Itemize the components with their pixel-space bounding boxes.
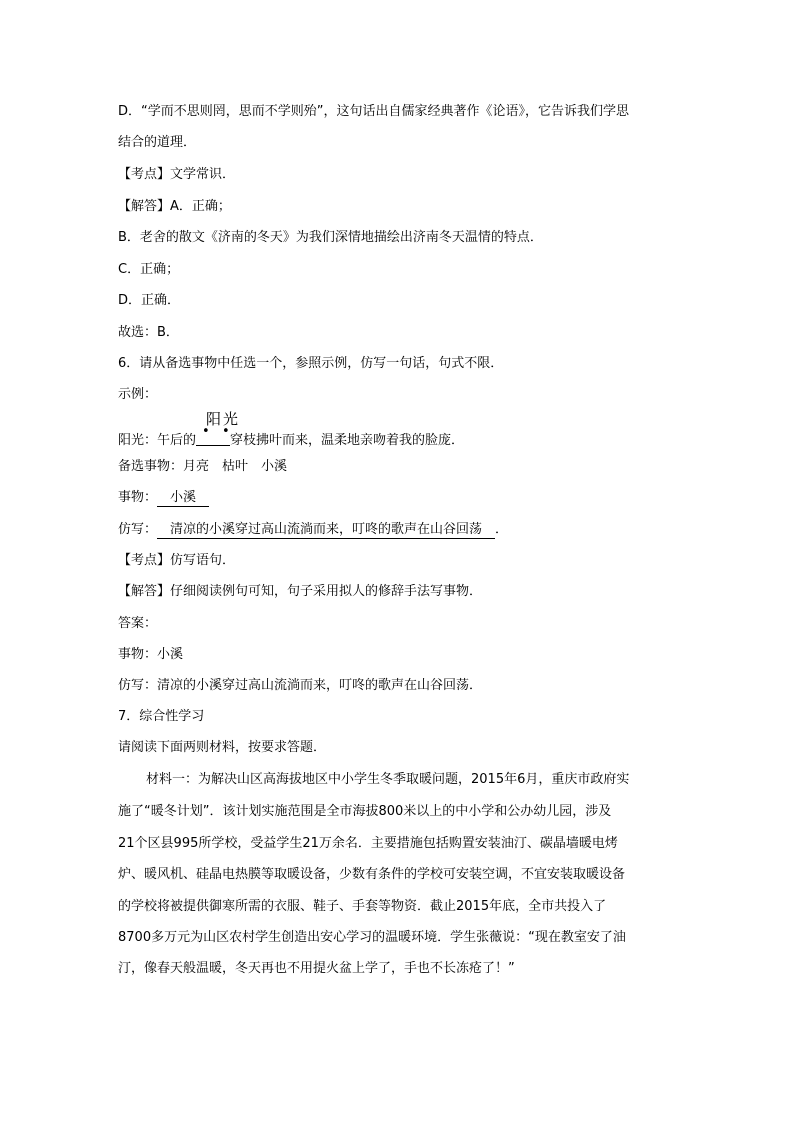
jieda-line-d: D．正确． [118,293,181,308]
material-1-line-4: 炉、暖风机、硅晶电热膜等取暖设备，少数有条件的学校可安装空调，不宜安装取暖设备 [118,867,626,882]
question-7-instruction: 请阅读下面两则材料，按要求答题． [118,740,327,755]
question-7-title: 7．综合性学习 [118,709,205,724]
question-6-title: 6．请从备选事物中任选一个，参照示例，仿写一句话，句式不限． [118,356,504,371]
example-sentence-start: 阳光：午后的 [118,433,197,448]
imitation-line [118,521,508,539]
jieda-line-c: C．正确； [118,262,180,277]
kaodian-label-5: 【考点】文学常识． [118,167,236,182]
kaodian-label-6: 【考点】仿写语句． [118,553,236,568]
ruby-annotation: 阳光 [206,410,241,428]
answer-item: 事物：小溪 [118,647,184,662]
material-1-line-5: 的学校将被提供御寒所需的衣服、鞋子、手套等物资．截止2015年底，全市共投入了 [118,899,607,914]
material-1-line-1: 材料一：为解决山区高海拔地区中小学生冬季取暖问题，2015年6月，重庆市政府实 [146,772,630,787]
answer-choice: 故选：B． [118,325,179,340]
jieda-line-b: B．老舍的散文《济南的冬天》为我们深情地描绘出济南冬天温情的特点． [118,230,543,245]
material-1-line-6: 8700多万元为山区农村学生创造出安心学习的温暖环境．学生张薇说：“现在教室安了油 [118,930,626,945]
chosen-item-label: 事物： [118,490,158,505]
chosen-item-line [118,489,209,507]
chosen-item-answer: 小溪 [157,490,210,505]
imitation-label: 仿写： [118,522,158,537]
example-label: 示例： [118,387,158,402]
option-d-line: D．“学而不思则罔，思而不学则殆”，这句话出自儒家经典著作《论语》，它告诉我们学思 [118,104,629,119]
answer-imitation: 仿写：清凉的小溪穿过高山流淌而来，叮咚的歌声在山谷回荡． [118,678,483,693]
option-d-continuation: 结合的道理． [118,135,197,150]
imitation-answer: 清凉的小溪穿过高山流淌而来，叮咚的歌声在山谷回荡 [157,522,496,537]
imitation-end: ． [495,522,509,537]
jieda-6: 【解答】仔细阅读例句可知，句子采用拟人的修辞手法写事物． [118,584,483,599]
example-sentence [118,424,465,450]
material-1-line-7: 汀，像春天般温暖，冬天再也不用提火盆上学了，手也不长冻疮了！” [118,961,515,976]
jieda-line-a: 【解答】A．正确； [118,199,231,214]
answer-label: 答案： [118,616,158,631]
material-1-line-3: 21个区县995所学校，受益学生21万余名．主要措施包括购置安装油汀、碳晶墙暖电烤 [118,836,618,851]
emphasis-dots-blank: • • [196,431,230,446]
candidate-items: 备选事物：月亮 枯叶 小溪 [118,459,288,474]
example-sentence-end: 穿枝拂叶而来，温柔地亲吻着我的脸庞． [230,433,465,448]
material-1-line-2: 施了“暖冬计划”．该计划实施范围是全市海拔800米以上的中小学和公办幼儿园，涉及 [118,804,612,819]
